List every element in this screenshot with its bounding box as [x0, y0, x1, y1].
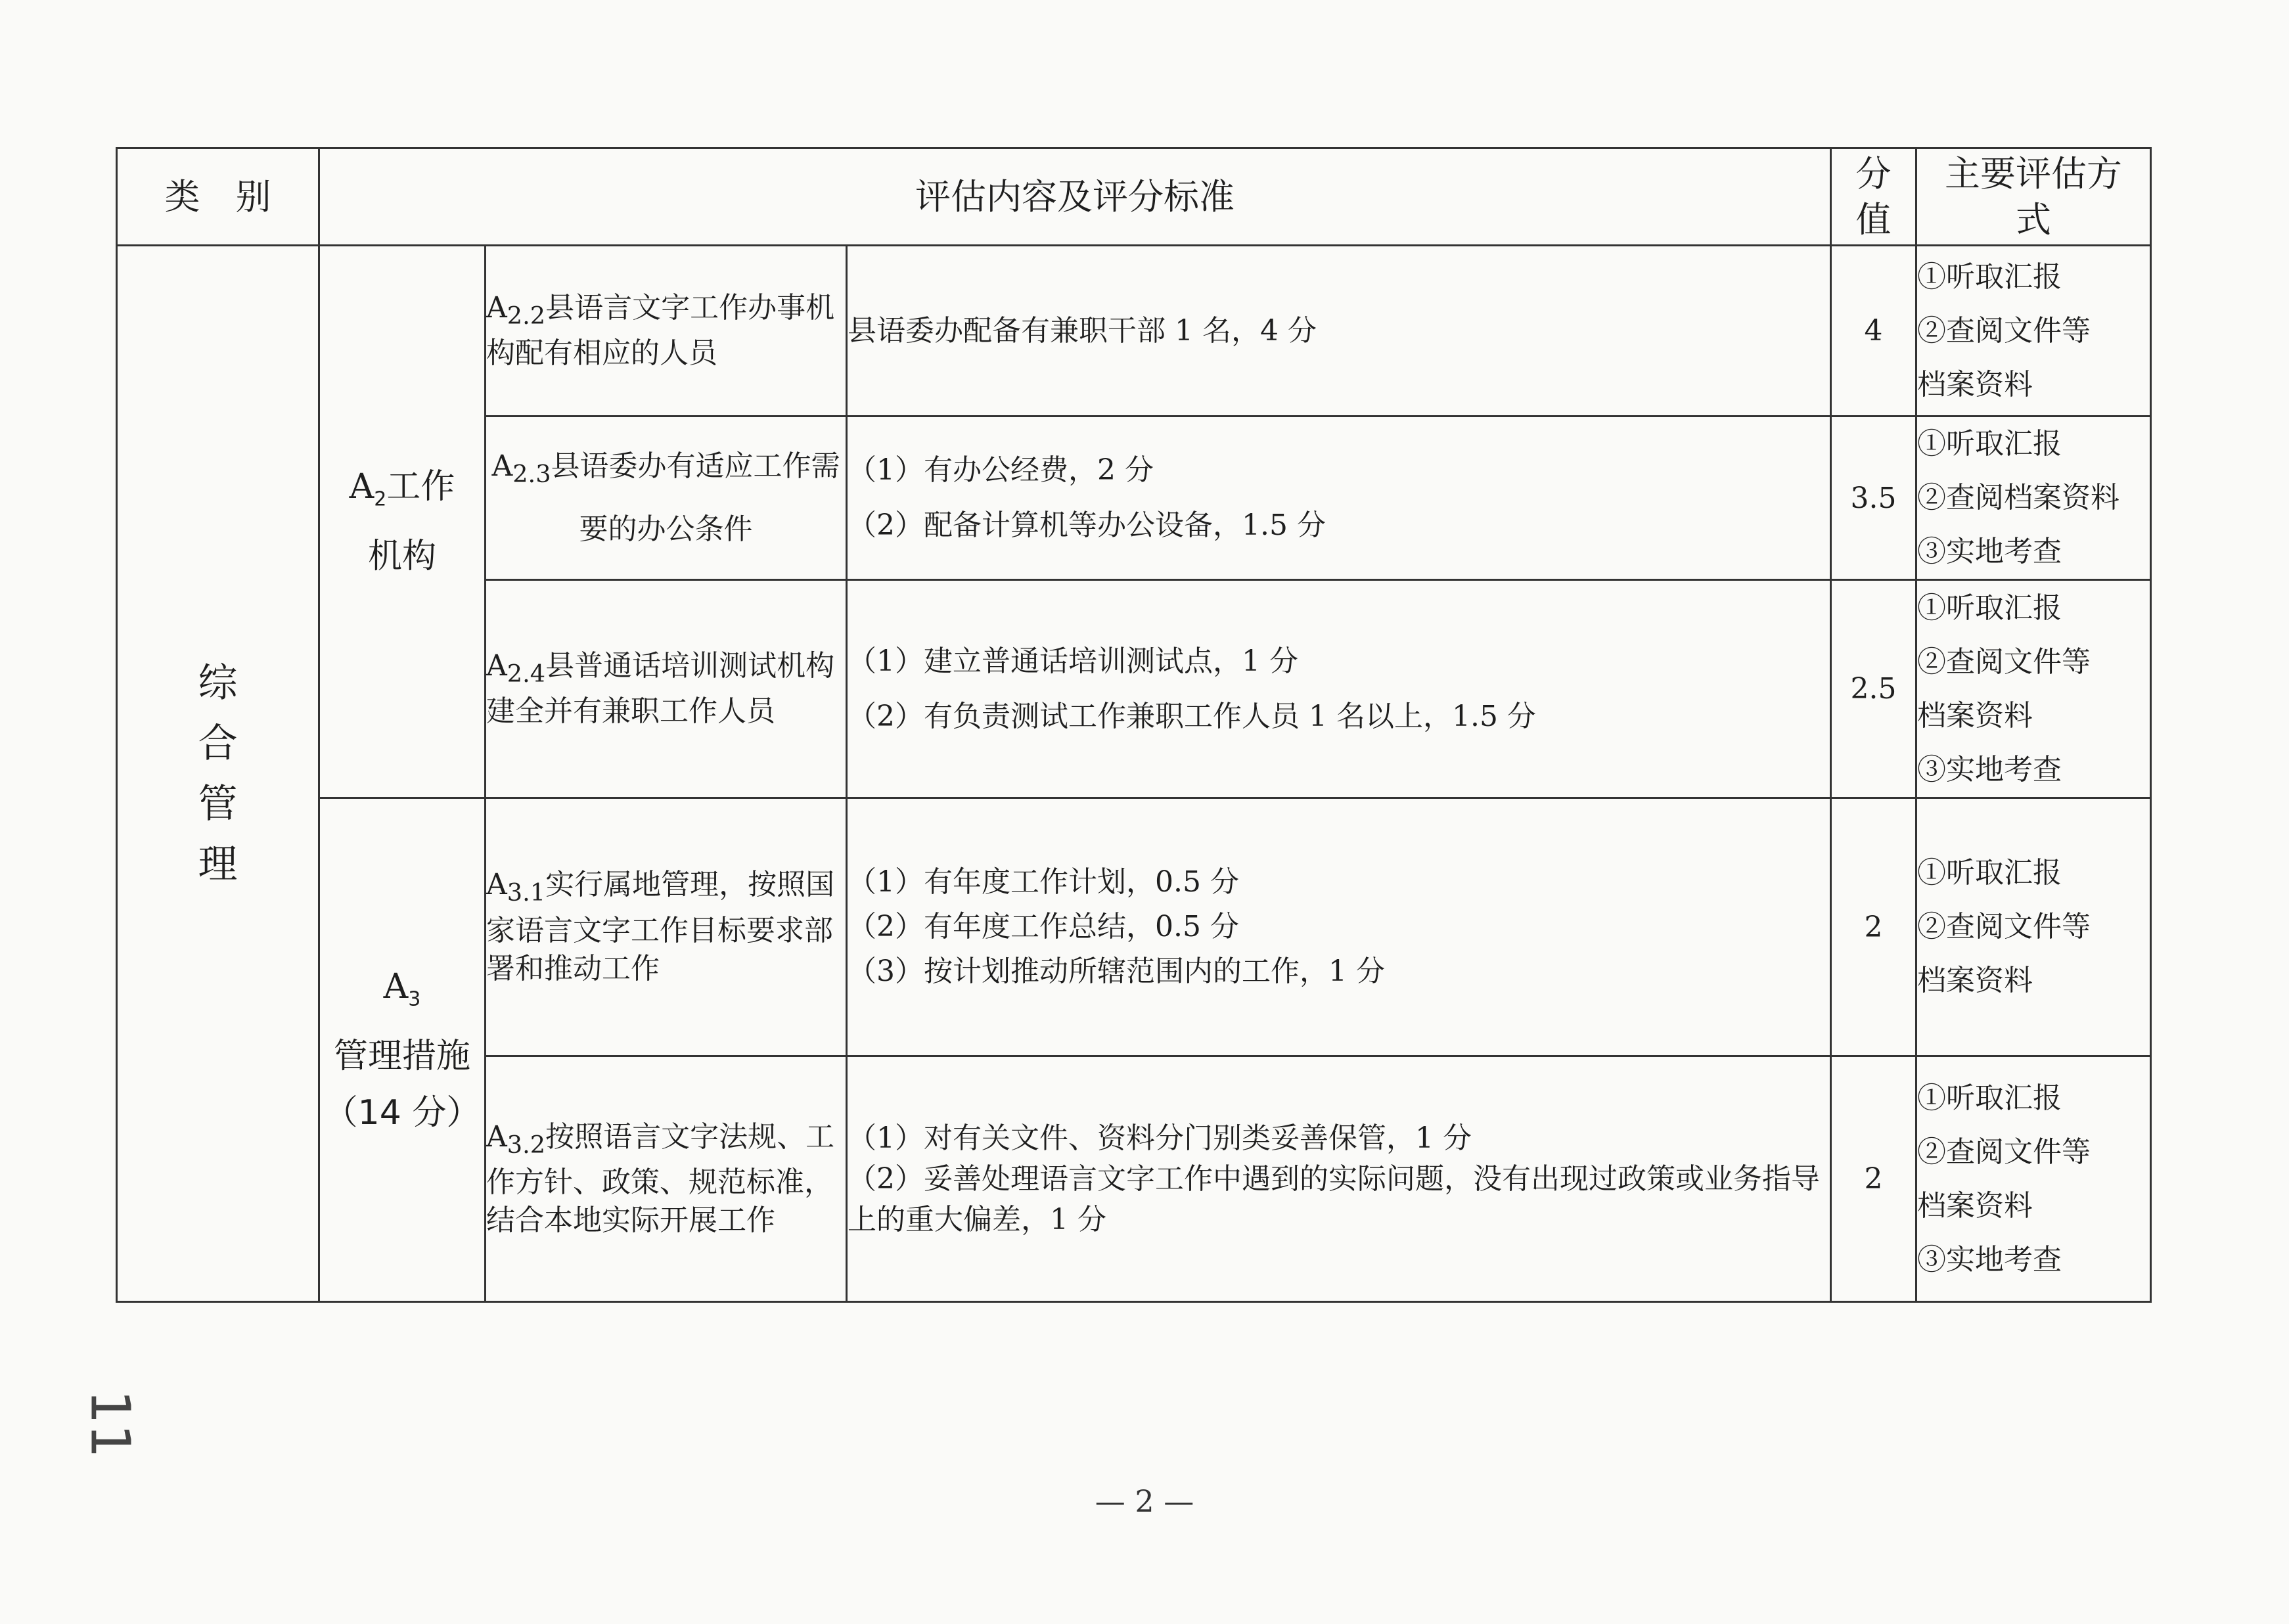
method-line: ②查阅文件等 [1917, 1135, 2091, 1169]
criteria-line: 县语委办配备有兼职干部 1 名，4 分 [848, 313, 1317, 348]
item-code: A [486, 1119, 507, 1154]
criteria-cell [847, 246, 1831, 417]
item-cell [486, 798, 847, 1056]
method-cell [1916, 417, 2151, 580]
method-cell [1916, 580, 2151, 798]
assessment-table [116, 147, 2152, 1303]
score-cell: 2 [1831, 1056, 1916, 1302]
criteria-line: （1）有年度工作计划，0.5 分 [848, 865, 1239, 899]
category-cell [117, 246, 319, 1302]
criteria-cell [847, 1056, 1831, 1302]
criteria-line: （2）妥善处理语言文字工作中遇到的实际问题，没有出现过政策或业务指导上的重大偏差，1 分 [848, 1162, 1820, 1236]
method-line: ①听取汇报 [1917, 427, 2062, 461]
method-cell [1916, 246, 2151, 417]
item-cell [486, 417, 847, 580]
criteria-line: （1）建立普通话培训测试点，1 分 [848, 644, 1298, 678]
item-cell [486, 580, 847, 798]
item-cell [486, 246, 847, 417]
item-code-sub: 2.2 [507, 301, 546, 330]
method-line: ③实地考查 [1917, 535, 2062, 568]
group-name-line2: 管理措施 [333, 1036, 470, 1076]
group-extra: （14 分） [323, 1093, 481, 1133]
group-code-sub: 2 [374, 487, 387, 511]
header-method: 主要评估方式 [1916, 148, 2151, 246]
method-line: ③实地考查 [1917, 752, 2062, 786]
criteria-line: （2）有年度工作总结，0.5 分 [848, 910, 1239, 943]
item-text: 县语委办有适应工作需要的办公条件 [551, 449, 840, 546]
score-cell: 4 [1831, 246, 1916, 417]
method-line: ②查阅文件等 [1917, 644, 2091, 679]
method-line: 档案资料 [1917, 367, 2033, 401]
item-code: A [486, 868, 507, 902]
table-row [117, 246, 2151, 417]
criteria-line: （3）按计划推动所辖范围内的工作，1 分 [848, 955, 1385, 988]
method-line: ①听取汇报 [1917, 856, 2062, 890]
group-code-sub: 3 [408, 987, 421, 1011]
method-line: ③实地考查 [1917, 1242, 2062, 1276]
criteria-line: （2）配备计算机等办公设备，1.5 分 [848, 508, 1326, 542]
score-cell: 2.5 [1831, 580, 1916, 798]
score-cell: 3.5 [1831, 417, 1916, 580]
item-cell [486, 1056, 847, 1302]
method-line: ①听取汇报 [1917, 591, 2062, 625]
method-line: 档案资料 [1917, 1188, 2033, 1223]
group-name-line2: 机构 [367, 536, 436, 576]
method-line: ①听取汇报 [1917, 259, 2062, 294]
item-code-sub: 3.1 [507, 878, 546, 907]
method-line: ②查阅档案资料 [1917, 481, 2119, 514]
table-row [117, 798, 2151, 1056]
table-header-row [117, 148, 2151, 246]
category-label: 综合管理 [198, 660, 238, 888]
item-code: A [486, 290, 507, 325]
criteria-line: （2）有负责测试工作兼职工作人员 1 名以上，1.5 分 [848, 699, 1536, 733]
criteria-cell [847, 417, 1831, 580]
method-line: 档案资料 [1917, 698, 2033, 733]
group-code: A [383, 967, 409, 1007]
item-text: 按照语言文字法规、工作方针、政策、规范标准，结合本地实际开展工作 [486, 1119, 835, 1238]
item-text: 县语言文字工作办事机构配有相应的人员 [486, 290, 835, 371]
method-line: ②查阅文件等 [1917, 910, 2091, 943]
group-code: A [349, 467, 374, 507]
header-category: 类 别 [117, 148, 319, 246]
method-line: 档案资料 [1917, 964, 2033, 997]
item-code: A [486, 648, 507, 683]
criteria-cell [847, 580, 1831, 798]
method-cell [1916, 1056, 2151, 1302]
group-cell-a2 [319, 246, 486, 798]
method-cell [1916, 798, 2151, 1056]
item-text: 实行属地管理，按照国家语言文字工作目标要求部署和推动工作 [486, 868, 835, 985]
header-score: 分值 [1831, 148, 1916, 246]
item-text: 县普通话培训测试机构建全并有兼职工作人员 [486, 648, 835, 729]
margin-mark: 11 [78, 1389, 141, 1458]
criteria-line: （1）对有关文件、资料分门别类妥善保管，1 分 [848, 1121, 1472, 1155]
criteria-cell [847, 798, 1831, 1056]
item-code-sub: 2.3 [512, 459, 551, 488]
header-content: 评估内容及评分标准 [319, 148, 1831, 246]
criteria-line: （1）有办公经费，2 分 [848, 453, 1154, 487]
score-cell: 2 [1831, 798, 1916, 1056]
item-code: A [491, 449, 513, 484]
group-cell-a3 [319, 798, 486, 1302]
method-line: ②查阅文件等 [1917, 313, 2091, 348]
group-name: 工作 [386, 467, 455, 507]
method-line: ①听取汇报 [1917, 1081, 2062, 1115]
page-number: — 2 — [1095, 1483, 1194, 1519]
item-code-sub: 3.2 [507, 1130, 546, 1159]
item-code-sub: 2.4 [507, 659, 546, 688]
